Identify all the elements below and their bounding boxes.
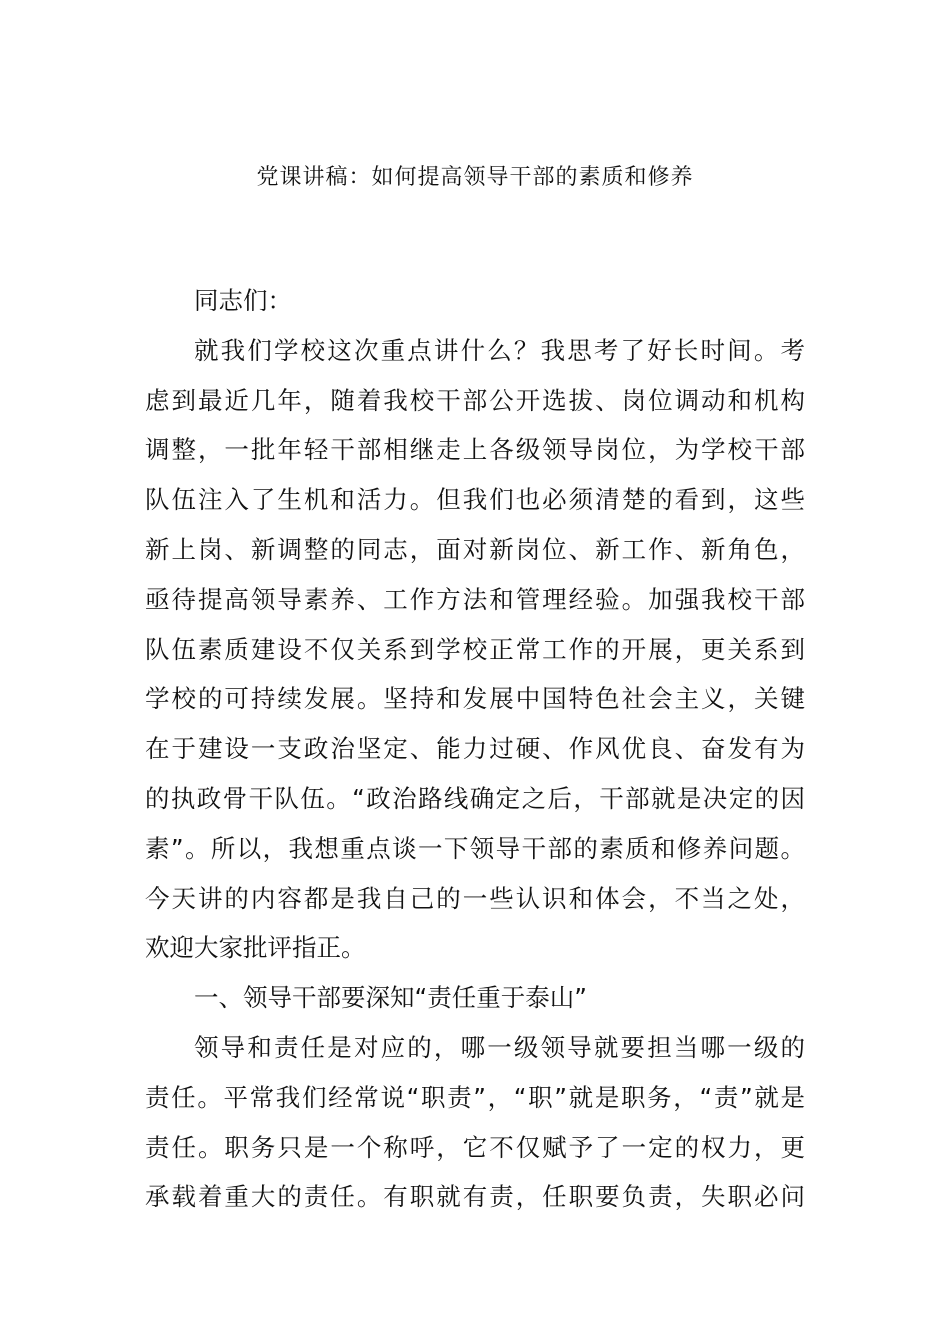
paragraph-line: 素”。所以，我想重点谈一下领导干部的素质和修养问题。 (145, 833, 805, 863)
salutation-line: 同志们： (194, 286, 292, 315)
paragraph-line: 今天讲的内容都是我自己的一些认识和体会，不当之处， (145, 883, 805, 913)
paragraph-line: 调整，一批年轻干部相继走上各级领导岗位，为学校干部 (145, 435, 805, 465)
document-title: 党课讲稿：如何提高领导干部的素质和修养 (256, 165, 694, 190)
paragraph-line: 在于建设一支政治坚定、能力过硬、作风优良、奋发有为 (145, 734, 805, 764)
document-body (145, 276, 805, 1222)
paragraph-line: 学校的可持续发展。坚持和发展中国特色社会主义，关键 (145, 684, 805, 714)
section-heading: 一、领导干部要深知“责任重于泰山” (194, 983, 587, 1013)
paragraph-line: 新上岗、新调整的同志，面对新岗位、新工作、新角色， (145, 534, 805, 564)
paragraph-line: 承载着重大的责任。有职就有责，任职要负责，失职必问 (145, 1182, 805, 1212)
paragraph-line: 队伍注入了生机和活力。但我们也必须清楚的看到，这些 (145, 485, 805, 515)
paragraph-line: 虑到最近几年，随着我校干部公开选拔、岗位调动和机构 (145, 385, 805, 415)
paragraph-line: 就我们学校这次重点讲什么？我思考了好长时间。考 (194, 335, 805, 365)
paragraph-line: 的执政骨干队伍。“政治路线确定之后，干部就是决定的因 (145, 783, 805, 813)
paragraph-line: 亟待提高领导素养、工作方法和管理经验。加强我校干部 (145, 584, 805, 614)
paragraph-line: 责任。职务只是一个称呼，它不仅赋予了一定的权力，更 (145, 1132, 805, 1162)
paragraph-line: 欢迎大家批评指正。 (145, 933, 366, 963)
paragraph-line: 责任。平常我们经常说“职责”，“职”就是职务，“责”就是 (145, 1082, 805, 1112)
paragraph-line: 队伍素质建设不仅关系到学校正常工作的开展，更关系到 (145, 634, 805, 664)
paragraph-line: 领导和责任是对应的，哪一级领导就要担当哪一级的 (194, 1032, 805, 1062)
